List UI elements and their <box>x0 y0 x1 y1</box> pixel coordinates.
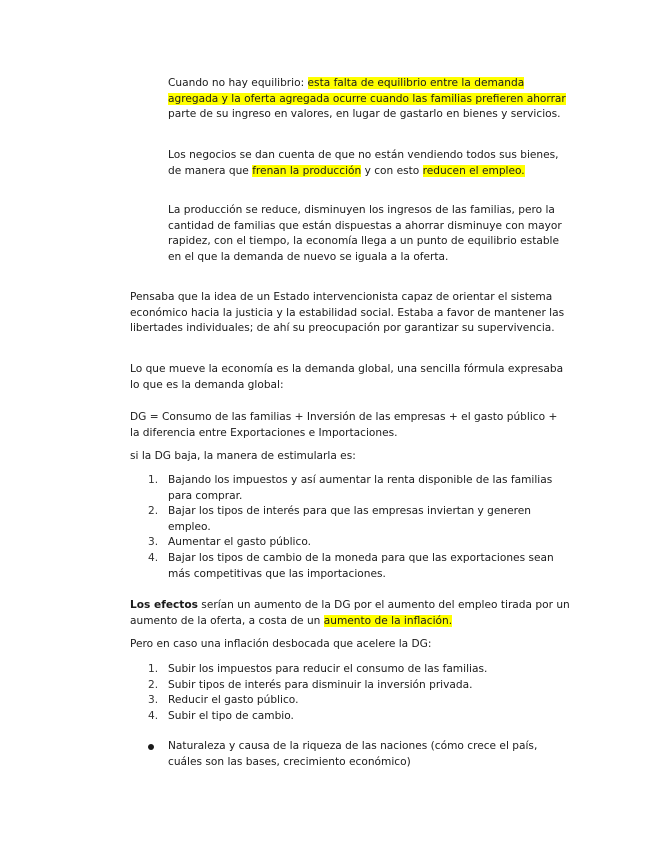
list-text: Aumentar el gasto público. <box>168 536 311 549</box>
paragraph-inflation: Pero en caso una inflación desbocada que acelere la DG: <box>130 638 432 650</box>
text-run: y con esto <box>361 164 423 177</box>
inflation-list <box>130 662 570 724</box>
list-number: 1. <box>148 474 159 486</box>
bullet-list <box>130 739 570 770</box>
list-item <box>130 535 570 551</box>
bold-text: Los efectos <box>130 599 198 611</box>
list-item <box>130 693 570 709</box>
text-run: parte de su ingreso en valores, en lugar de gastarlo en bienes y servicios. <box>168 108 561 121</box>
list-text: Subir el tipo de cambio. <box>168 709 294 722</box>
list-item <box>130 504 570 535</box>
list-text: Subir los impuestos para reducir el consumo de las familias. <box>168 663 488 675</box>
list-item <box>130 678 570 694</box>
bullet-icon <box>148 744 154 750</box>
list-number: 4. <box>148 551 159 564</box>
paragraph-formula: DG = Consumo de las familias + Inversión de las empresas + el gasto público + la diferencia entre Exportaciones e Importaciones. <box>130 411 558 439</box>
stimulus-list <box>130 473 570 582</box>
list-number: 4. <box>148 709 159 722</box>
paragraph-dg-low: si la DG baja, la manera de estimularla es: <box>130 450 356 462</box>
list-text: Naturaleza y causa de la riqueza de las naciones (cómo crece el país, cuáles son las bases, crecimiento económico) <box>168 740 538 768</box>
list-text: Bajar los tipos de interés para que las empresas inviertan y generen empleo. <box>168 505 531 533</box>
paragraph-global-demand: Lo que mueve la economía es la demanda global, una sencilla fórmula expresaba lo que es la demanda global: <box>130 363 564 391</box>
list-item <box>130 709 570 725</box>
highlighted-text: aumento de la inflación. <box>323 614 453 627</box>
paragraph-effects <box>130 598 570 629</box>
paragraph-no-equilibrium <box>168 76 568 123</box>
list-text: Reducir el gasto público. <box>168 694 299 707</box>
list-number: 1. <box>148 663 159 675</box>
list-text: Bajando los impuestos y así aumentar la renta disponible de las familias para comprar. <box>168 474 553 502</box>
list-number: 2. <box>148 678 159 691</box>
list-item <box>130 473 570 504</box>
list-number: 2. <box>148 505 159 518</box>
highlighted-text: frenan la producción <box>252 164 362 177</box>
paragraph-businesses <box>168 148 568 179</box>
highlighted-text: reducen el empleo. <box>422 164 525 177</box>
text-run: Los negocios se dan cuenta de que no están vendiendo todos sus bienes, de manera que <box>168 149 559 177</box>
highlighted-text: esta falta de equilibrio entre la demanda agregada y la oferta agregada ocurre cuando las familias prefieren ahorrar <box>168 77 566 105</box>
list-item <box>130 662 570 678</box>
list-number: 3. <box>148 694 159 707</box>
text-run: serían un aumento de la DG por el aumento del empleo tirada por un aumento de la oferta, a costa de un <box>130 599 570 627</box>
list-text: Subir tipos de interés para disminuir la inversión privada. <box>168 678 473 691</box>
list-text: Bajar los tipos de cambio de la moneda para que las exportaciones sean más competitivas que las importaciones. <box>168 551 554 580</box>
list-number: 3. <box>148 536 159 549</box>
paragraph-state: Pensaba que la idea de un Estado intervencionista capaz de orientar el sistema económico hacia la justicia y la estabilidad social. Estaba a favor de mantener las libertades individuales; de ahí su preocupación por garantizar su supervivencia. <box>130 291 565 335</box>
paragraph-production: La producción se reduce, disminuyen los ingresos de las familias, pero la cantidad de familias que están dispuestas a ahorrar disminuye con mayor rapidez, con el tiempo, la economía llega a un punto de equilibrio estable en el que la demanda de nuevo se iguala a la oferta. <box>168 204 562 263</box>
text-run: Cuando no hay equilibrio: <box>168 77 308 89</box>
list-item <box>130 551 570 582</box>
list-item <box>130 739 570 770</box>
